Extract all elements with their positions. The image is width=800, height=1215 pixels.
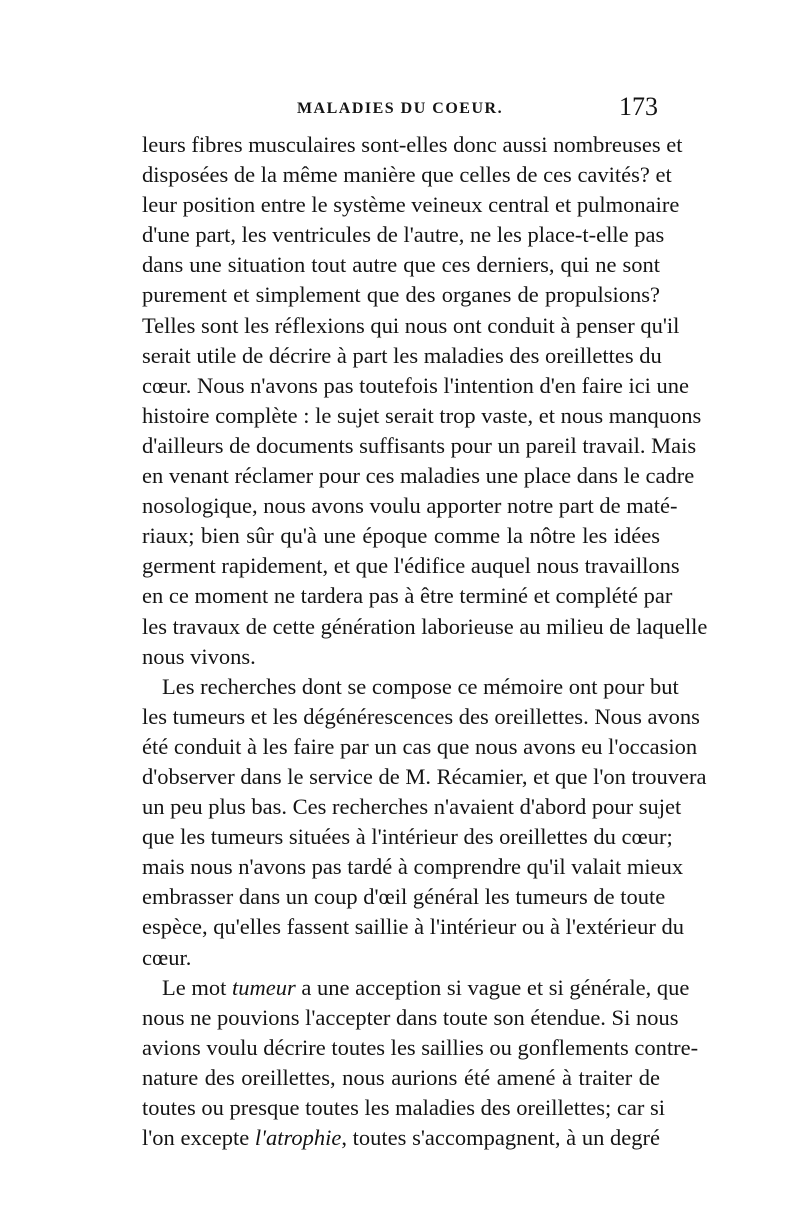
text-segment: , toutes s'accompagnent, à un degré xyxy=(341,1125,660,1151)
paragraph xyxy=(142,973,699,1154)
text-line: leur position entre le système veineux central et pulmonaire xyxy=(142,192,680,218)
text-line: en ce moment ne tardera pas à être terminé et complété par xyxy=(142,583,673,609)
running-title: MALADIES DU COEUR. xyxy=(296,100,504,117)
text-line: purement et simplement que des organes de propulsions? xyxy=(142,282,660,308)
text-line: leurs fibres musculaires sont-elles donc aussi nombreuses et xyxy=(142,132,683,157)
text-line: nature des oreillettes, nous aurions été amené à traiter de xyxy=(142,1064,660,1090)
text-line: un peu plus bas. Ces recherches n'avaient d'abord pour sujet xyxy=(142,794,682,820)
italic-term: tumeur xyxy=(231,974,296,1000)
text-line: histoire complète : le sujet serait trop vaste, et nous manquons xyxy=(142,402,702,428)
text-line: Telles sont les réflexions qui nous ont conduit à penser qu'il xyxy=(142,312,680,338)
paragraph xyxy=(142,672,707,973)
text-line: espèce, qu'elles fassent saillie à l'intérieur ou à l'extérieur du xyxy=(142,914,684,940)
text-line: avions voulu décrire toutes les saillies ou gonflements contre- xyxy=(142,1034,699,1060)
text-line: germent rapidement, et que l'édifice auquel nous travaillons xyxy=(142,553,680,579)
text-line: d'une part, les ventricules de l'autre, ne les place-t-elle pas xyxy=(142,222,665,248)
text-line: cœur. Nous n'avons pas toutefois l'intention d'en faire ici une xyxy=(142,372,690,398)
text-line: dans une situation tout autre que ces derniers, qui ne sont xyxy=(142,252,660,278)
text-line: mais nous n'avons pas tardé à comprendre qu'il valait mieux xyxy=(142,854,684,880)
text-line xyxy=(142,1123,660,1153)
text-segment: l'on excepte xyxy=(142,1125,255,1151)
text-line: nosologique, nous avons voulu apporter notre part de maté- xyxy=(142,493,678,519)
text-line: embrasser dans un coup d'œil général les tumeurs de toute xyxy=(142,884,666,910)
italic-term: l'atrophie xyxy=(254,1125,342,1151)
text-line: nous ne pouvions l'accepter dans toute son étendue. Si nous xyxy=(142,1004,679,1030)
text-line: que les tumeurs situées à l'intérieur des oreillettes du cœur; xyxy=(142,824,673,850)
paragraph xyxy=(142,130,708,672)
text-line: en venant réclamer pour ces maladies une place dans le cadre xyxy=(142,463,695,489)
page-header xyxy=(140,92,660,132)
text-line: les tumeurs et les dégénérescences des oreillettes. Nous avons xyxy=(142,703,700,729)
text-line: disposées de la même manière que celles de ces cavités? et xyxy=(142,162,672,188)
text-line: cœur. xyxy=(142,944,192,970)
text-segment: a une acception si vague et si générale, que xyxy=(295,974,690,1000)
text-line: d'observer dans le service de M. Récamier, et que l'on trouvera xyxy=(142,763,707,789)
text-line xyxy=(142,973,690,1003)
text-line: toutes ou presque toutes les maladies des oreillettes; car si xyxy=(142,1095,665,1120)
text-line: riaux; bien sûr qu'à une époque comme la nôtre les idées xyxy=(142,523,660,549)
text-line: serait utile de décrire à part les maladies des oreillettes du xyxy=(142,342,662,368)
text-line: été conduit à les faire par un cas que nous avons eu l'occasion xyxy=(142,733,698,759)
body-text xyxy=(142,130,708,1153)
text-line: d'ailleurs de documents suffisants pour un pareil travail. Mais xyxy=(142,432,697,458)
text-line: nous vivons. xyxy=(142,643,256,669)
page-number: 173 xyxy=(619,92,658,121)
text-line: les travaux de cette génération laborieuse au milieu de laquelle xyxy=(142,613,708,639)
text-segment: Le mot xyxy=(162,974,232,1000)
text-line: Les recherches dont se compose ce mémoire ont pour but xyxy=(162,673,679,699)
